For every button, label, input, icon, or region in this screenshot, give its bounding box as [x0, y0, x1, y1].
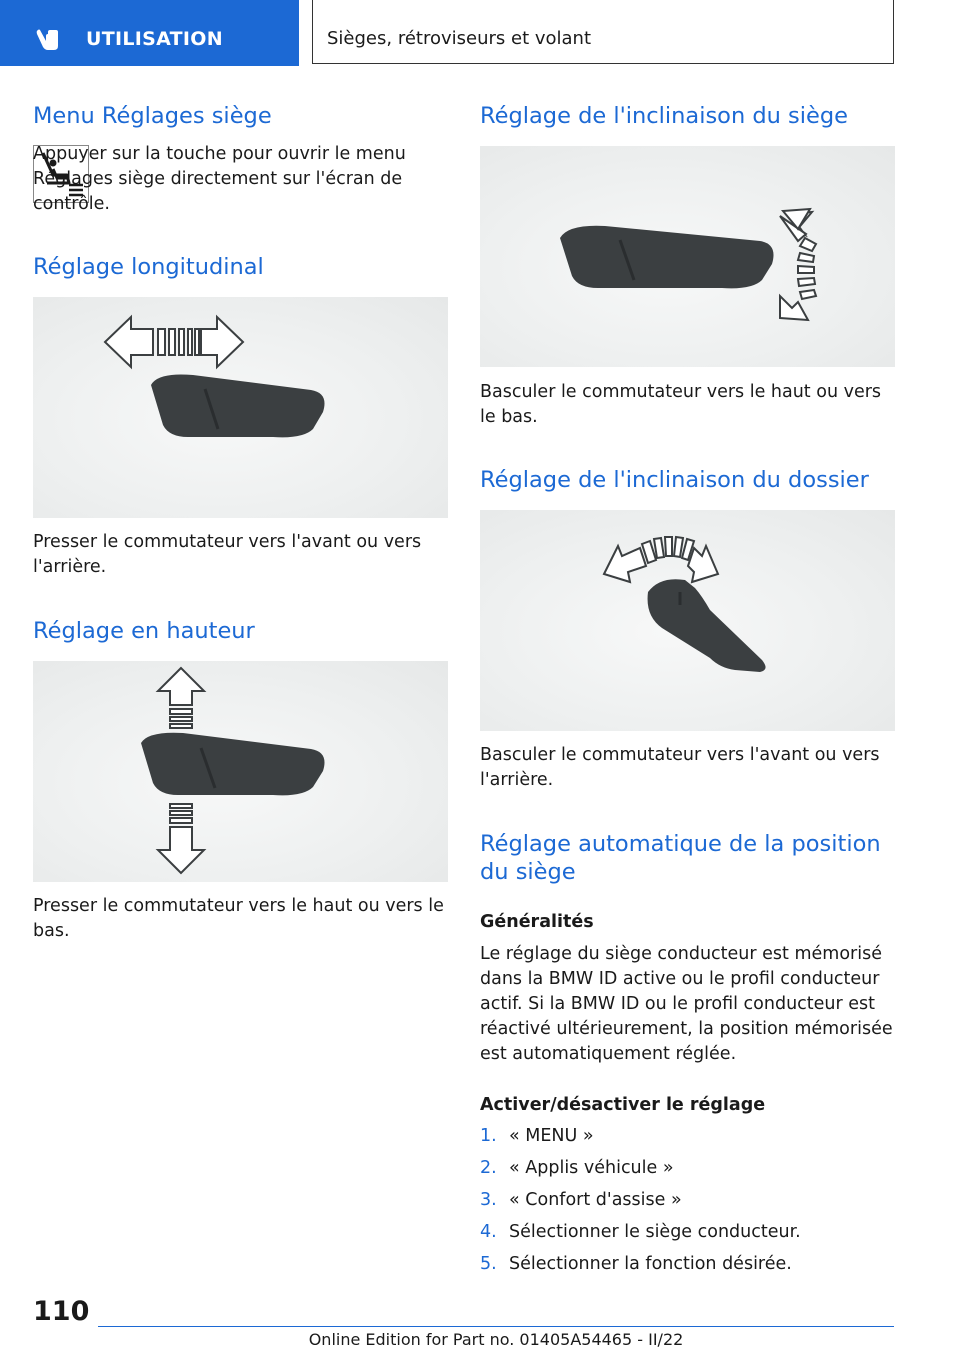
tilt-text: Basculer le commutateur vers le haut ou vers le bas. [480, 382, 882, 427]
menu-heading: Menu Réglages siège [33, 103, 272, 129]
list-item [480, 1220, 895, 1252]
backrest-arrow [604, 537, 718, 582]
height-text: Presser le commutateur vers le haut ou vers le bas. [33, 896, 444, 941]
activate-heading: Activer/désactiver le réglage [480, 1095, 766, 1115]
list-item [480, 1124, 895, 1156]
list-item [480, 1252, 895, 1284]
step-text: « Confort d'assise » [509, 1190, 682, 1210]
longitudinal-text: Presser le commutateur vers l'avant ou vers l'arrière. [33, 532, 422, 577]
tilt-heading: Réglage de l'inclinaison du siège [480, 103, 848, 129]
horizontal-arrow [105, 317, 243, 367]
step-number: 3. [480, 1190, 497, 1210]
menu-text: Appuyer sur la touche pour ouvrir le menu Réglages siège directement sur l'écran de contrôle. [33, 144, 406, 214]
step-text: Sélectionner la fonction désirée. [509, 1254, 792, 1274]
auto-heading: Réglage automatique de la position du siège [480, 831, 881, 885]
longitudinal-heading: Réglage longitudinal [33, 254, 264, 280]
switch-body [648, 579, 766, 672]
backrest-heading: Réglage de l'inclinaison du dossier [480, 467, 869, 493]
page-number: 110 [33, 1296, 90, 1327]
header-title: Sièges, rétroviseurs et volant [327, 28, 592, 49]
height-figure [33, 661, 448, 882]
step-number: 2. [480, 1158, 497, 1178]
footer-edition: Online Edition for Part no. 01405A54465 - II/22 [308, 1330, 684, 1349]
tilt-arrow [780, 209, 816, 320]
general-heading: Généralités [480, 912, 594, 932]
height-heading: Réglage en hauteur [33, 618, 255, 644]
steps-list [480, 1124, 895, 1284]
step-number: 5. [480, 1254, 497, 1274]
step-text: « MENU » [509, 1126, 594, 1146]
longitudinal-figure [33, 297, 448, 518]
step-number: 4. [480, 1222, 497, 1242]
list-item [480, 1156, 895, 1188]
step-number: 1. [480, 1126, 497, 1146]
header-section-label: UTILISATION [86, 28, 223, 50]
switch-body [141, 733, 325, 796]
backrest-text: Basculer le commutateur vers l'avant ou vers l'arrière. [480, 745, 880, 790]
step-text: Sélectionner le siège conducteur. [509, 1222, 801, 1242]
tilt-figure [480, 146, 895, 367]
backrest-figure [480, 510, 895, 731]
switch-body [560, 226, 774, 289]
hand-pointer-icon [34, 26, 68, 52]
footer-divider [98, 1326, 894, 1327]
list-item [480, 1188, 895, 1220]
header-section-tab [0, 0, 299, 66]
step-text: « Applis véhicule » [509, 1158, 674, 1178]
switch-body [151, 374, 325, 437]
header-title-box [312, 0, 894, 64]
general-text: Le réglage du siège conducteur est mémorisé dans la BMW ID active ou le profil conducteur actif. Si la BMW ID ou le profil conducteur est réactivé ultérieurement, la position mémorisée est automatiquement réglée. [480, 944, 893, 1064]
